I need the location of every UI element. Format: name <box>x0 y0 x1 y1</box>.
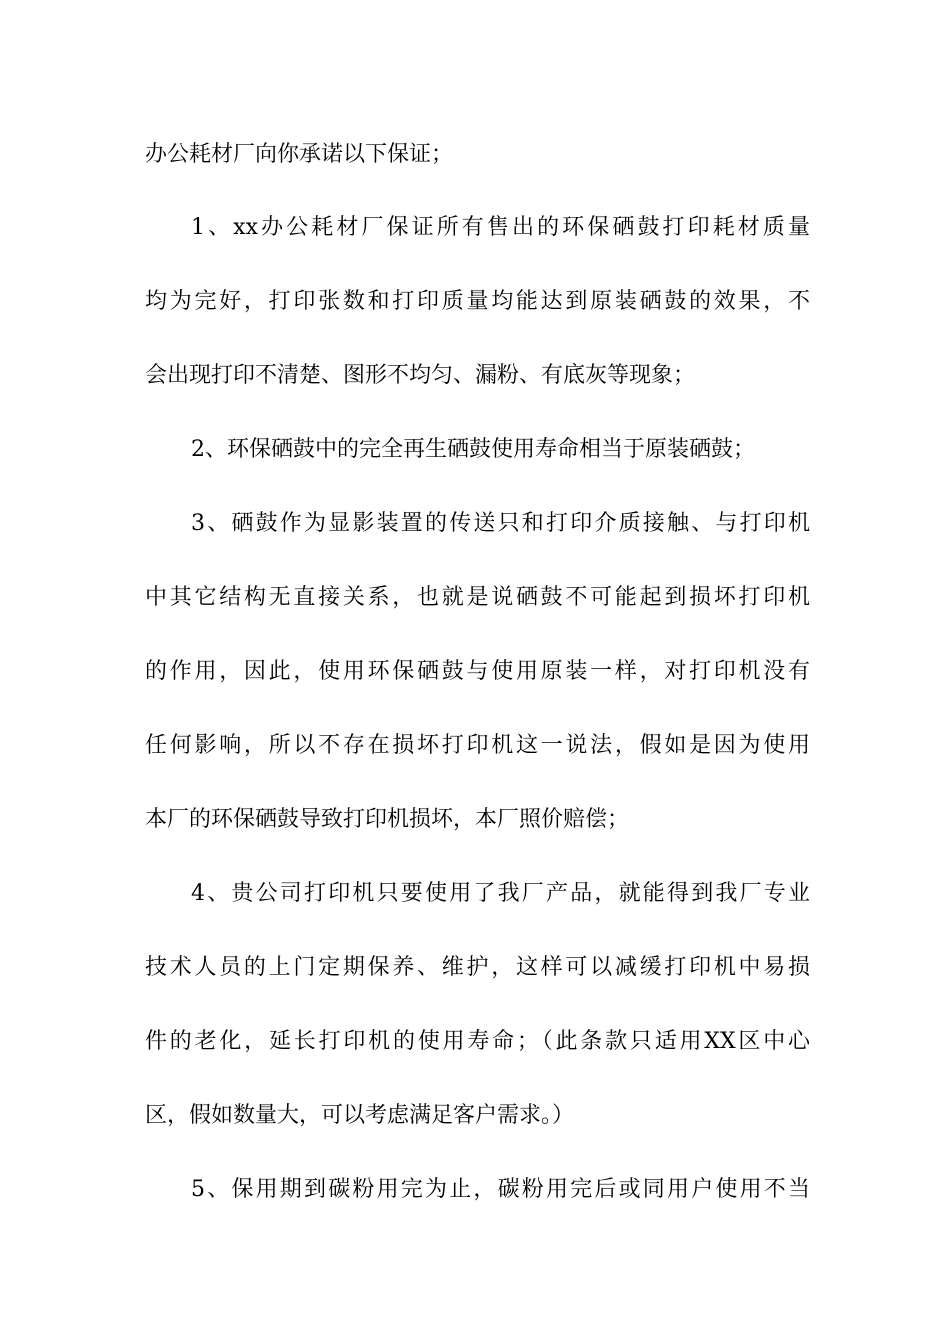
text-line-14: 区，假如数量大，可以考虑满足客户需求。） <box>145 1103 575 1128</box>
text-line-3: 均为完好，打印张数和打印质量均能达到原装硒鼓的效果，不 <box>145 289 810 314</box>
text-line-8: 的作用，因此，使用环保硒鼓与使用原装一样，对打印机没有 <box>145 659 810 684</box>
text-line-12: 技术人员的上门定期保养、维护，这样可以减缓打印机中易损 <box>145 955 810 980</box>
text-line-7: 中其它结构无直接关系，也就是说硒鼓不可能起到损坏打印机 <box>145 585 810 610</box>
text-line-2: 1、xx办公耗材厂保证所有售出的环保硒鼓打印耗材质量 <box>191 215 810 240</box>
text-line-15: 5、保用期到碳粉用完为止，碳粉用完后或同用户使用不当 <box>191 1177 810 1202</box>
text-line-10: 本厂的环保硒鼓导致打印机损坏，本厂照价赔偿； <box>145 807 630 832</box>
text-line-13: 件的老化，延长打印机的使用寿命；（此条款只适用XX区中心 <box>145 1029 810 1054</box>
text-line-11: 4、贵公司打印机只要使用了我厂产品，就能得到我厂专业 <box>191 881 810 906</box>
text-line-6: 3、硒鼓作为显影装置的传送只和打印介质接触、与打印机 <box>191 511 810 536</box>
text-line-9: 任何影响，所以不存在损坏打印机这一说法，假如是因为使用 <box>145 733 810 758</box>
text-line-5: 2、环保硒鼓中的完全再生硒鼓使用寿命相当于原装硒鼓； <box>191 437 755 462</box>
text-line-1: 办公耗材厂向你承诺以下保证； <box>145 142 454 167</box>
text-line-4: 会出现打印不清楚、图形不均匀、漏粉、有底灰等现象； <box>145 363 696 388</box>
